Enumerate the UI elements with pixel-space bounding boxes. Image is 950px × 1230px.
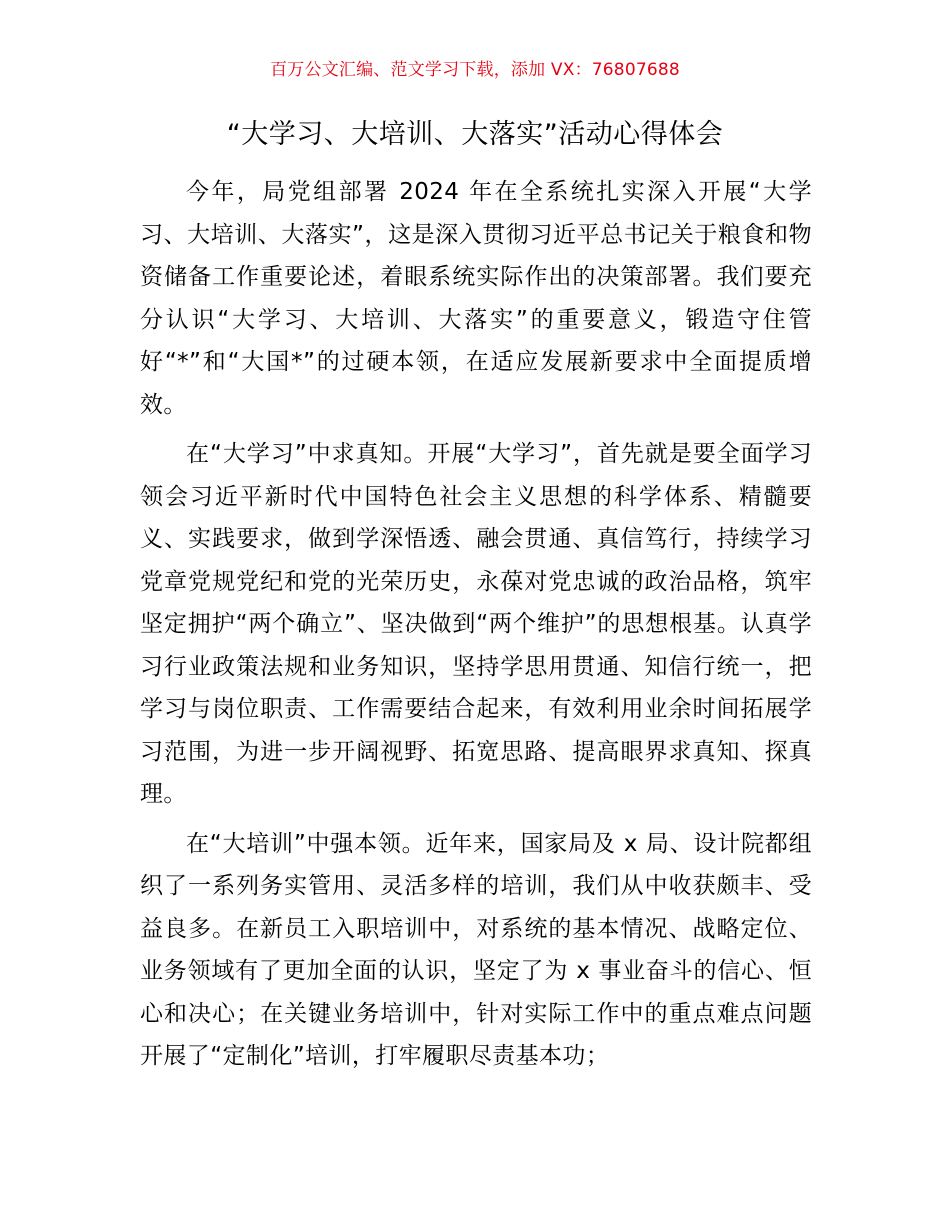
paragraph-intro: 今年，局党组部署 2024 年在全系统扎实深入开展“大学习、大培训、大落实”，这是深入贯彻习近平总书记关于粮食和物资储备工作重要论述，着眼系统实际作出的决策部署。我们要充分认识“大学习、大培训、大落实”的重要意义，锻造守住管好“*”和“大国*”的过硬本领，在适应发展新要求中全面提质增效。: [140, 179, 812, 418]
paragraph-big-training: 在“大培训”中强本领。近年来，国家局及 x 局、设计院都组织了一系列务实管用、灵活多样的培训，我们从中收获颇丰、受益良多。在新员工入职培训中，对系统的基本情况、战略定位、业务领域有了更加全面的认识，坚定了为 x 事业奋斗的信心、恒心和决心；在关键业务培训中，针对实际工作中的重点难点问题开展了“定制化”培训，打牢履职尽责基本功；: [140, 830, 812, 1069]
document-title: “大学习、大培训、大落实”活动心得体会: [226, 119, 724, 150]
promo-banner: 百万公文汇编、范文学习下载，添加 VX：76807688: [270, 60, 680, 80]
paragraph-big-study: 在“大学习”中求真知。开展“大学习”，首先就是要全面学习领会习近平新时代中国特色社会主义思想的科学体系、精髓要义、实践要求，做到学深悟透、融会贯通、真信笃行，持续学习党章党规党纪和党的光荣历史，永葆对党忠诚的政治品格，筑牢坚定拥护“两个确立”、坚决做到“两个维护”的思想根基。认真学习行业政策法规和业务知识，坚持学思用贯通、知信行统一，把学习与岗位职责、工作需要结合起来，有效利用业余时间拓展学习范围，为进一步开阔视野、拓宽思路、提高眼界求真知、探真理。: [140, 441, 812, 807]
document-body: [140, 171, 812, 1085]
